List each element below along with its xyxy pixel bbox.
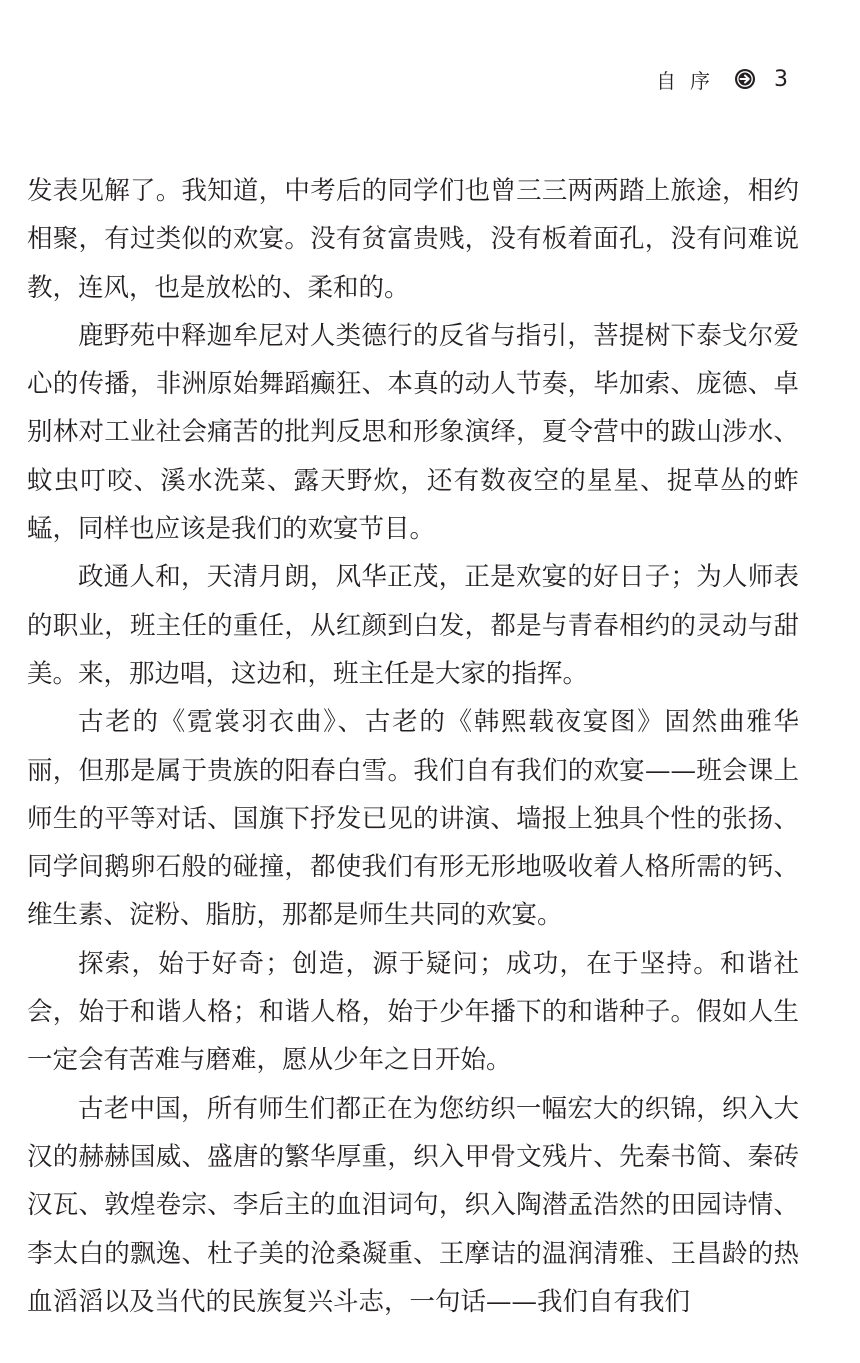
running-header: [656, 62, 788, 96]
chapter-title: 自序: [656, 68, 724, 93]
paragraph: 鹿野苑中释迦牟尼对人类德行的反省与指引，菩提树下泰戈尔爱心的传播，非洲原始舞蹈癫狂、本真的动人节奏，毕加索、庞德、卓别林对工业社会痛苦的批判反思和形象演绎，夏令营中的跋山涉水、蚊虫叮咬、溪水洗菜、露天野炊，还有数夜空的星星、捉草丛的蚱蜢，同样也应该是我们的欢宴节目。: [27, 320, 799, 545]
page-number: 3: [774, 66, 788, 92]
paragraph: 探索，始于好奇；创造，源于疑问；成功，在于坚持。和谐社会，始于和谐人格；和谐人格，始于少年播下的和谐种子。假如人生一定会有苦难与磨难，愿从少年之日开始。: [27, 948, 799, 1076]
circle-arrow-right-icon: [734, 68, 756, 90]
body-text: [27, 167, 799, 1326]
paragraph: 发表见解了。我知道，中考后的同学们也曾三三两两踏上旅途，相约相聚，有过类似的欢宴。没有贫富贵贱，没有板着面孔，没有问难说教，连风，也是放松的、柔和的。: [27, 176, 799, 303]
paragraph: 政通人和，天清月朗，风华正茂，正是欢宴的好日子；为人师表的职业，班主任的重任，从红颜到白发，都是与青春相约的灵动与甜美。来，那边唱，这边和，班主任是大家的指挥。: [27, 562, 799, 689]
paragraph: 古老中国，所有师生们都正在为您纺织一幅宏大的织锦，织入大汉的赫赫国威、盛唐的繁华厚重，织入甲骨文残片、先秦书简、秦砖汉瓦、敦煌卷宗、李后主的血泪词句，织入陶潜孟浩然的田园诗情、李太白的飘逸、杜子美的沧桑凝重、王摩诘的温润清雅、王昌龄的热血滔滔以及当代的民族复兴斗志，一句话——我们自有我们: [27, 1093, 799, 1317]
paragraph: 古老的《霓裳羽衣曲》、古老的《韩熙载夜宴图》固然曲雅华丽，但那是属于贵族的阳春白雪。我们自有我们的欢宴——班会课上师生的平等对话、国旗下抒发已见的讲演、墙报上独具个性的张扬、同学间鹅卵石般的碰撞，都使我们有形无形地吸收着人格所需的钙、维生素、淀粉、脂肪，那都是师生共同的欢宴。: [27, 707, 799, 931]
